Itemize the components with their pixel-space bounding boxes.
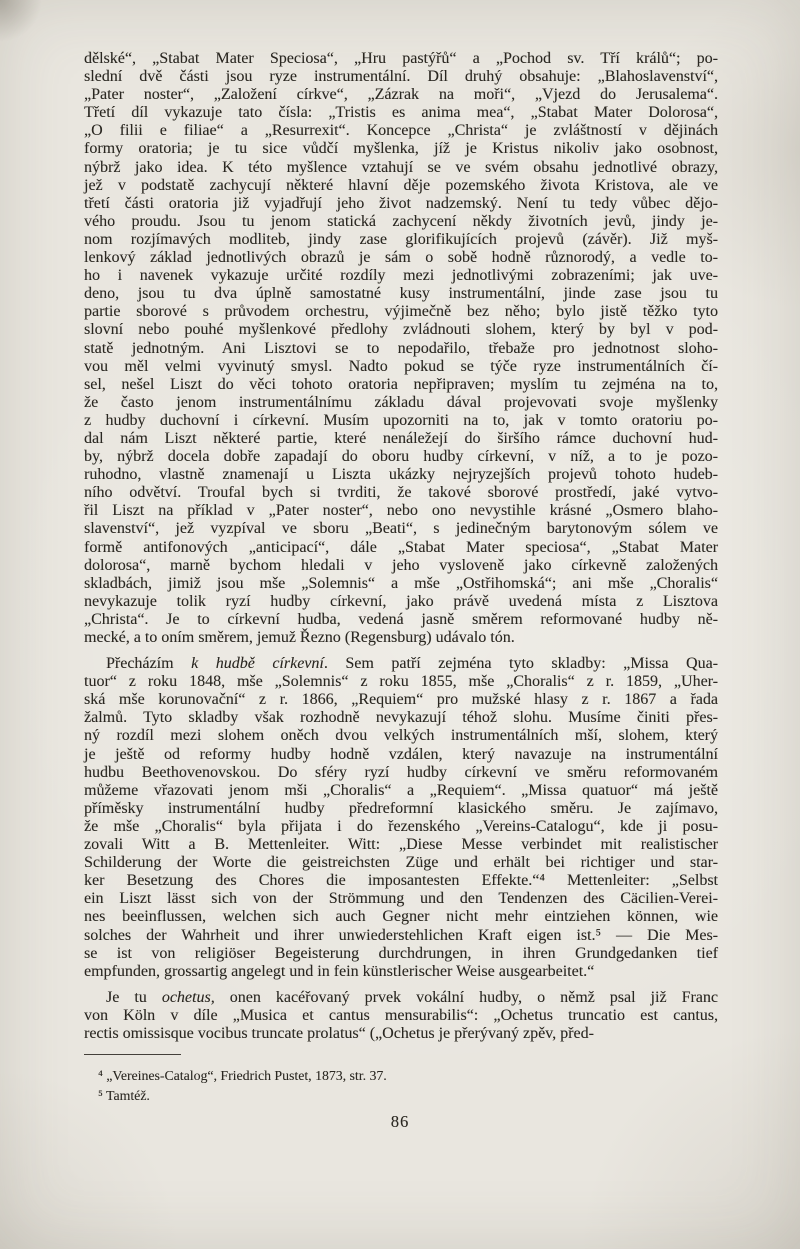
text-line: mecké, a to oním směrem, jemuž Řezno (Regensburg) udávalo tón. [84,629,515,646]
text-line: dal nám Liszt některé partie, které nenáležejí do širšího rámce duchovní hud- [84,429,718,447]
text-line: vého proudu. Jsou tu jenom statická zachycení někdy životních jevů, jindy je- [84,212,718,230]
text-line: sel, nešel Liszt do věci tohoto oratoria nepřipraven; myslím tu zejména na to, [84,375,718,393]
text-line: ního odvětví. Troufal bych si tvrditi, že takové sborové prostředí, jaké vytvo- [84,484,718,502]
text-line: že mše „Choralis“ byla přijata i do řezenského „Vereins-Catalogu“, kde ji posu- [84,817,718,835]
paragraph [84,989,718,1043]
text-line: slovní nebo pouhé myšlenkové předlohy zvládnouti slohem, který by byl v pod- [84,321,718,339]
text-line: empfunden, grossartig angelegt und in fein künstlerischer Weise ausgearbeitet.“ [84,962,595,980]
text-line: solches der Wahrheit und ihrer unwiederstehlichen Kraft eigen ist.⁵ — Die Mes- [84,926,718,944]
text-line: Je tu ochetus, onen kacéřovaný prvek vokální hudby, o němž psal již Franc [106,988,718,1006]
text-line: Třetí díl vykazuje tato čísla: „Tristis es anima mea“, „Stabat Mater Dolorosa“, [84,104,718,122]
text-line: formy oratoria; je tu sice vůdčí myšlenka, jíž je Kristus nikoliv jako osobnost, [84,140,718,158]
paragraph [84,655,718,981]
text-line: ruhodno, vlastně znamenají u Liszta ukázky nejryzejších projevů tohoto hudeb- [84,466,718,484]
text-line: Přecházím k hudbě církevní. Sem patří zejména tyto skladby: „Missa Qua- [106,655,719,673]
text-line: von Köln v díle „Musica et cantus mensurabilis“: „Ochetus truncatio est cantus, [84,1006,718,1024]
text-line: „Pater noster“, „Založení církve“, „Zázrak na moři“, „Vjezd do Jerusalema“. [84,86,718,104]
text-line: nom rozjímavých modliteb, jindy zase glorifikujících projevů (závěr). Již myš- [84,230,718,248]
text-line: ein Liszt lässt sich von der Strömmung und den Tendenzen des Cäcilien-Verei- [84,890,718,908]
text-line: dělské“, „Stabat Mater Speciosa“, „Hru pastýřů“ a „Pochod sv. Tří králů“; po- [84,50,718,67]
page-number: 86 [390,1112,410,1131]
text-line: nýbrž jako idea. K této myšlence vztahují se ve svém obsahu jednotlivé obrazy, [84,158,718,176]
text-line: tuor“ z roku 1848, mše „Solemnis“ z roku 1855, mše „Choralis“ z r. 1859, „Uher- [84,673,718,691]
text-line: ská mše korunovační“ z r. 1866, „Requiem“ pro mužské hlasy z r. 1867 a řada [84,691,718,709]
text-block [84,50,718,1043]
text-line: třetí části oratoria již vyjadřují jeho život nadzemský. Není tu tedy vůbec dějo- [84,194,718,212]
text-line: vou měl velmi vyvinutý smysl. Nadto pokud se týče ryze instrumentálních čí- [84,357,718,375]
text-line: statě jednotným. Ani Lisztovi se to nepodařilo, třebaže pro jednotnost sloho- [84,339,718,357]
text-line: se ist von religiöser Begeisterung durchdrungen, in ihren Grundgedanken tief [84,944,718,962]
text-line: můžeme vřazovati jenom mši „Choralis“ a „Requiem“. „Missa quatuor“ má ještě [84,781,718,799]
text-line: ker Besetzung des Chores die imposantesten Effekte.“⁴ Mettenleiter: „Selbst [84,872,718,890]
text-line: zovali Witt a B. Mettenleiter. Witt: „Diese Messe verbindet mit realistischer [84,836,718,854]
footnote: ⁴ „Vereines-Catalog“, Friedrich Pustet, 1873, str. 37. [98,1068,387,1083]
text-line: příměsky instrumentální hudby předreformní klasického směru. Je zajímavo, [84,799,718,817]
paragraph [84,50,718,647]
text-line: že často jenom instrumentálnímu základu dával projevovati svoje myšlenky [84,393,718,411]
text-line: slední dvě části jsou ryze instrumentální. Díl druhý obsahuje: „Blahoslavenství“, [84,68,718,86]
text-line: skladbách, jimiž jsou mše „Solemnis“ a mše „Ostřihomská“; ani mše „Choralis“ [84,574,718,592]
text-line: lenkový základ jednotlivých obrazů je sám o sobě hodně různorodý, a vedle to- [84,249,718,267]
text-line: slavenství“, jež vyzpíval ve sboru „Beati“, s jedinečným barytonovým sólem ve [84,520,718,538]
text-line: hudbu Beethovenovskou. Do sféry ryzí hudby církevní ve směru reformovaném [84,763,718,781]
text-line: je ještě od reformy hudby hodně vzdálen, který navazuje na instrumentální [84,745,718,763]
footnote-separator [84,1054,181,1055]
text-line: nevykazuje tolik ryzí hudby církevní, jako právě uvedená místa z Lisztova [84,592,718,610]
text-line: deno, jsou tu dva úplně samostatné kusy instrumentální, jinde zase jsou tu [84,285,718,303]
text-line: řil Liszt na příklad v „Pater noster“, nebo ono nevystihle krásné „Osmero blaho- [84,502,718,520]
text-line: by, nýbrž docela dobře zapadají do oboru hudby církevní, v níž, a to je pozo- [84,448,718,466]
footnote: ⁵ Tamtéž. [98,1088,150,1103]
text-line: nes beeinflussen, welchen sich auch Gegner nicht mehr eintziehen können, wie [84,908,718,926]
text-line: ný rozdíl mezi slohem oněch dvou velkých instrumentálních mší, slohem, který [84,727,718,745]
text-line: Schilderung der Worte die geistreichsten Züge und erhält bei richtiger und star- [84,854,718,872]
text-line: „Christa“. Je to církevní hudba, vedená jasně směrem reformované hudby ně- [84,610,718,628]
text-line: žalmů. Tyto skladby však rozhodně nevykazují téhož slohu. Musíme činiti přes- [84,709,718,727]
text-line: ho i navenek vykazuje určité rozdíly mezi jednotlivými zobrazeními; jak uve- [84,267,718,285]
text-line: dolorosa“, marně bychom hledali v jeho vysloveně jako církevně založených [84,556,718,574]
text-line: rectis omissisque vocibus truncate prolatus“ („Ochetus je přerývaný zpěv, před- [84,1024,594,1042]
text-line: „O filii e filiae“ a „Resurrexit“. Koncepce „Christa“ je zvláštností v dějinách [84,122,718,140]
text-line: z hudby duchovní i církevní. Musím upozorniti na to, jak v tomto oratoriu po- [84,411,718,429]
text-line: partie sborové s průvodem orchestru, výjimečně bez něho; bylo jistě těžko tyto [84,303,718,321]
text-line: jež v podstatě zachycují některé hlavní děje pozemského života Kristova, ale ve [84,176,718,194]
footnotes [98,1066,658,1106]
text-line: formě antifonových „anticipací“, dále „Stabat Mater speciosa“, „Stabat Mater [84,538,718,556]
